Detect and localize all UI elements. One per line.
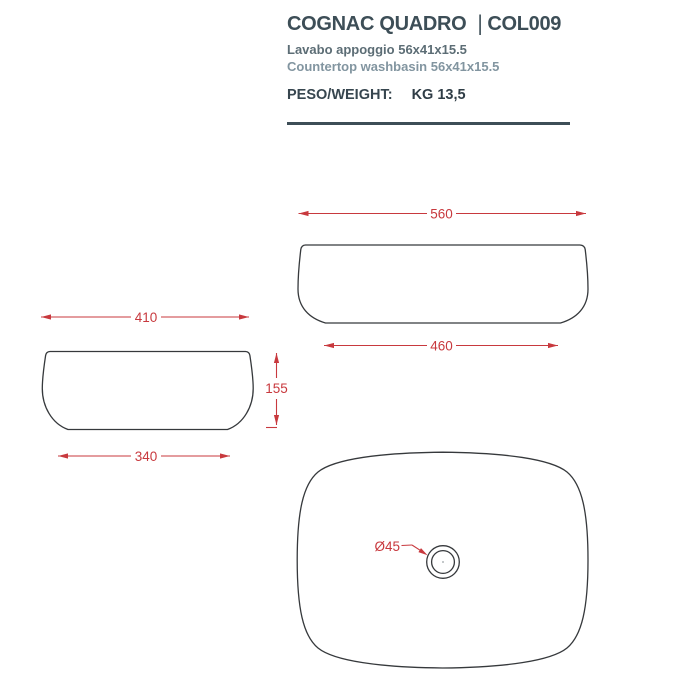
dim-front-top-label: 560	[430, 206, 453, 222]
front-view	[298, 207, 588, 354]
top-view-outline	[297, 452, 588, 668]
weight-label: PESO/WEIGHT:	[287, 87, 393, 103]
dim-front-bottom-label: 460	[430, 338, 453, 354]
product-name: COGNAC QUADRO	[287, 13, 467, 35]
arrow-left-icon	[324, 343, 334, 348]
front-view-outline	[298, 245, 588, 323]
arrow-right-icon	[576, 211, 586, 216]
dim-side-top-width	[41, 310, 249, 325]
arrow-down-icon	[274, 415, 279, 425]
subtitle-italian: Lavabo appoggio 56x41x15.5	[287, 42, 467, 57]
dim-drain-label: Ø45	[374, 539, 400, 554]
title-separator: |	[477, 11, 483, 37]
dim-front-top-width	[299, 207, 587, 222]
dim-front-bottom-width	[324, 339, 558, 354]
arrow-left-icon	[58, 453, 68, 458]
arrow-left-icon	[41, 314, 51, 319]
drain-center-mark	[442, 561, 444, 563]
arrow-left-icon	[299, 211, 309, 216]
arrow-leader-icon	[418, 548, 427, 555]
side-view-outline	[42, 352, 253, 430]
arrow-right-icon	[220, 453, 230, 458]
dim-side-bottom-width	[58, 449, 230, 464]
side-view	[41, 310, 288, 464]
subtitle-english: Countertop washbasin 56x41x15.5	[287, 59, 500, 74]
dim-side-top-label: 410	[134, 310, 158, 325]
dim-side-height	[265, 353, 288, 428]
product-code: COL009	[487, 13, 562, 35]
dim-drain-diameter	[374, 539, 427, 555]
arrow-up-icon	[274, 353, 279, 363]
weight-value: KG 13,5	[411, 87, 466, 103]
top-view	[297, 452, 588, 668]
arrow-right-icon	[239, 314, 249, 319]
arrow-right-icon	[548, 343, 558, 348]
dim-side-height-label: 155	[265, 381, 288, 396]
dim-side-bottom-label: 340	[134, 449, 158, 464]
